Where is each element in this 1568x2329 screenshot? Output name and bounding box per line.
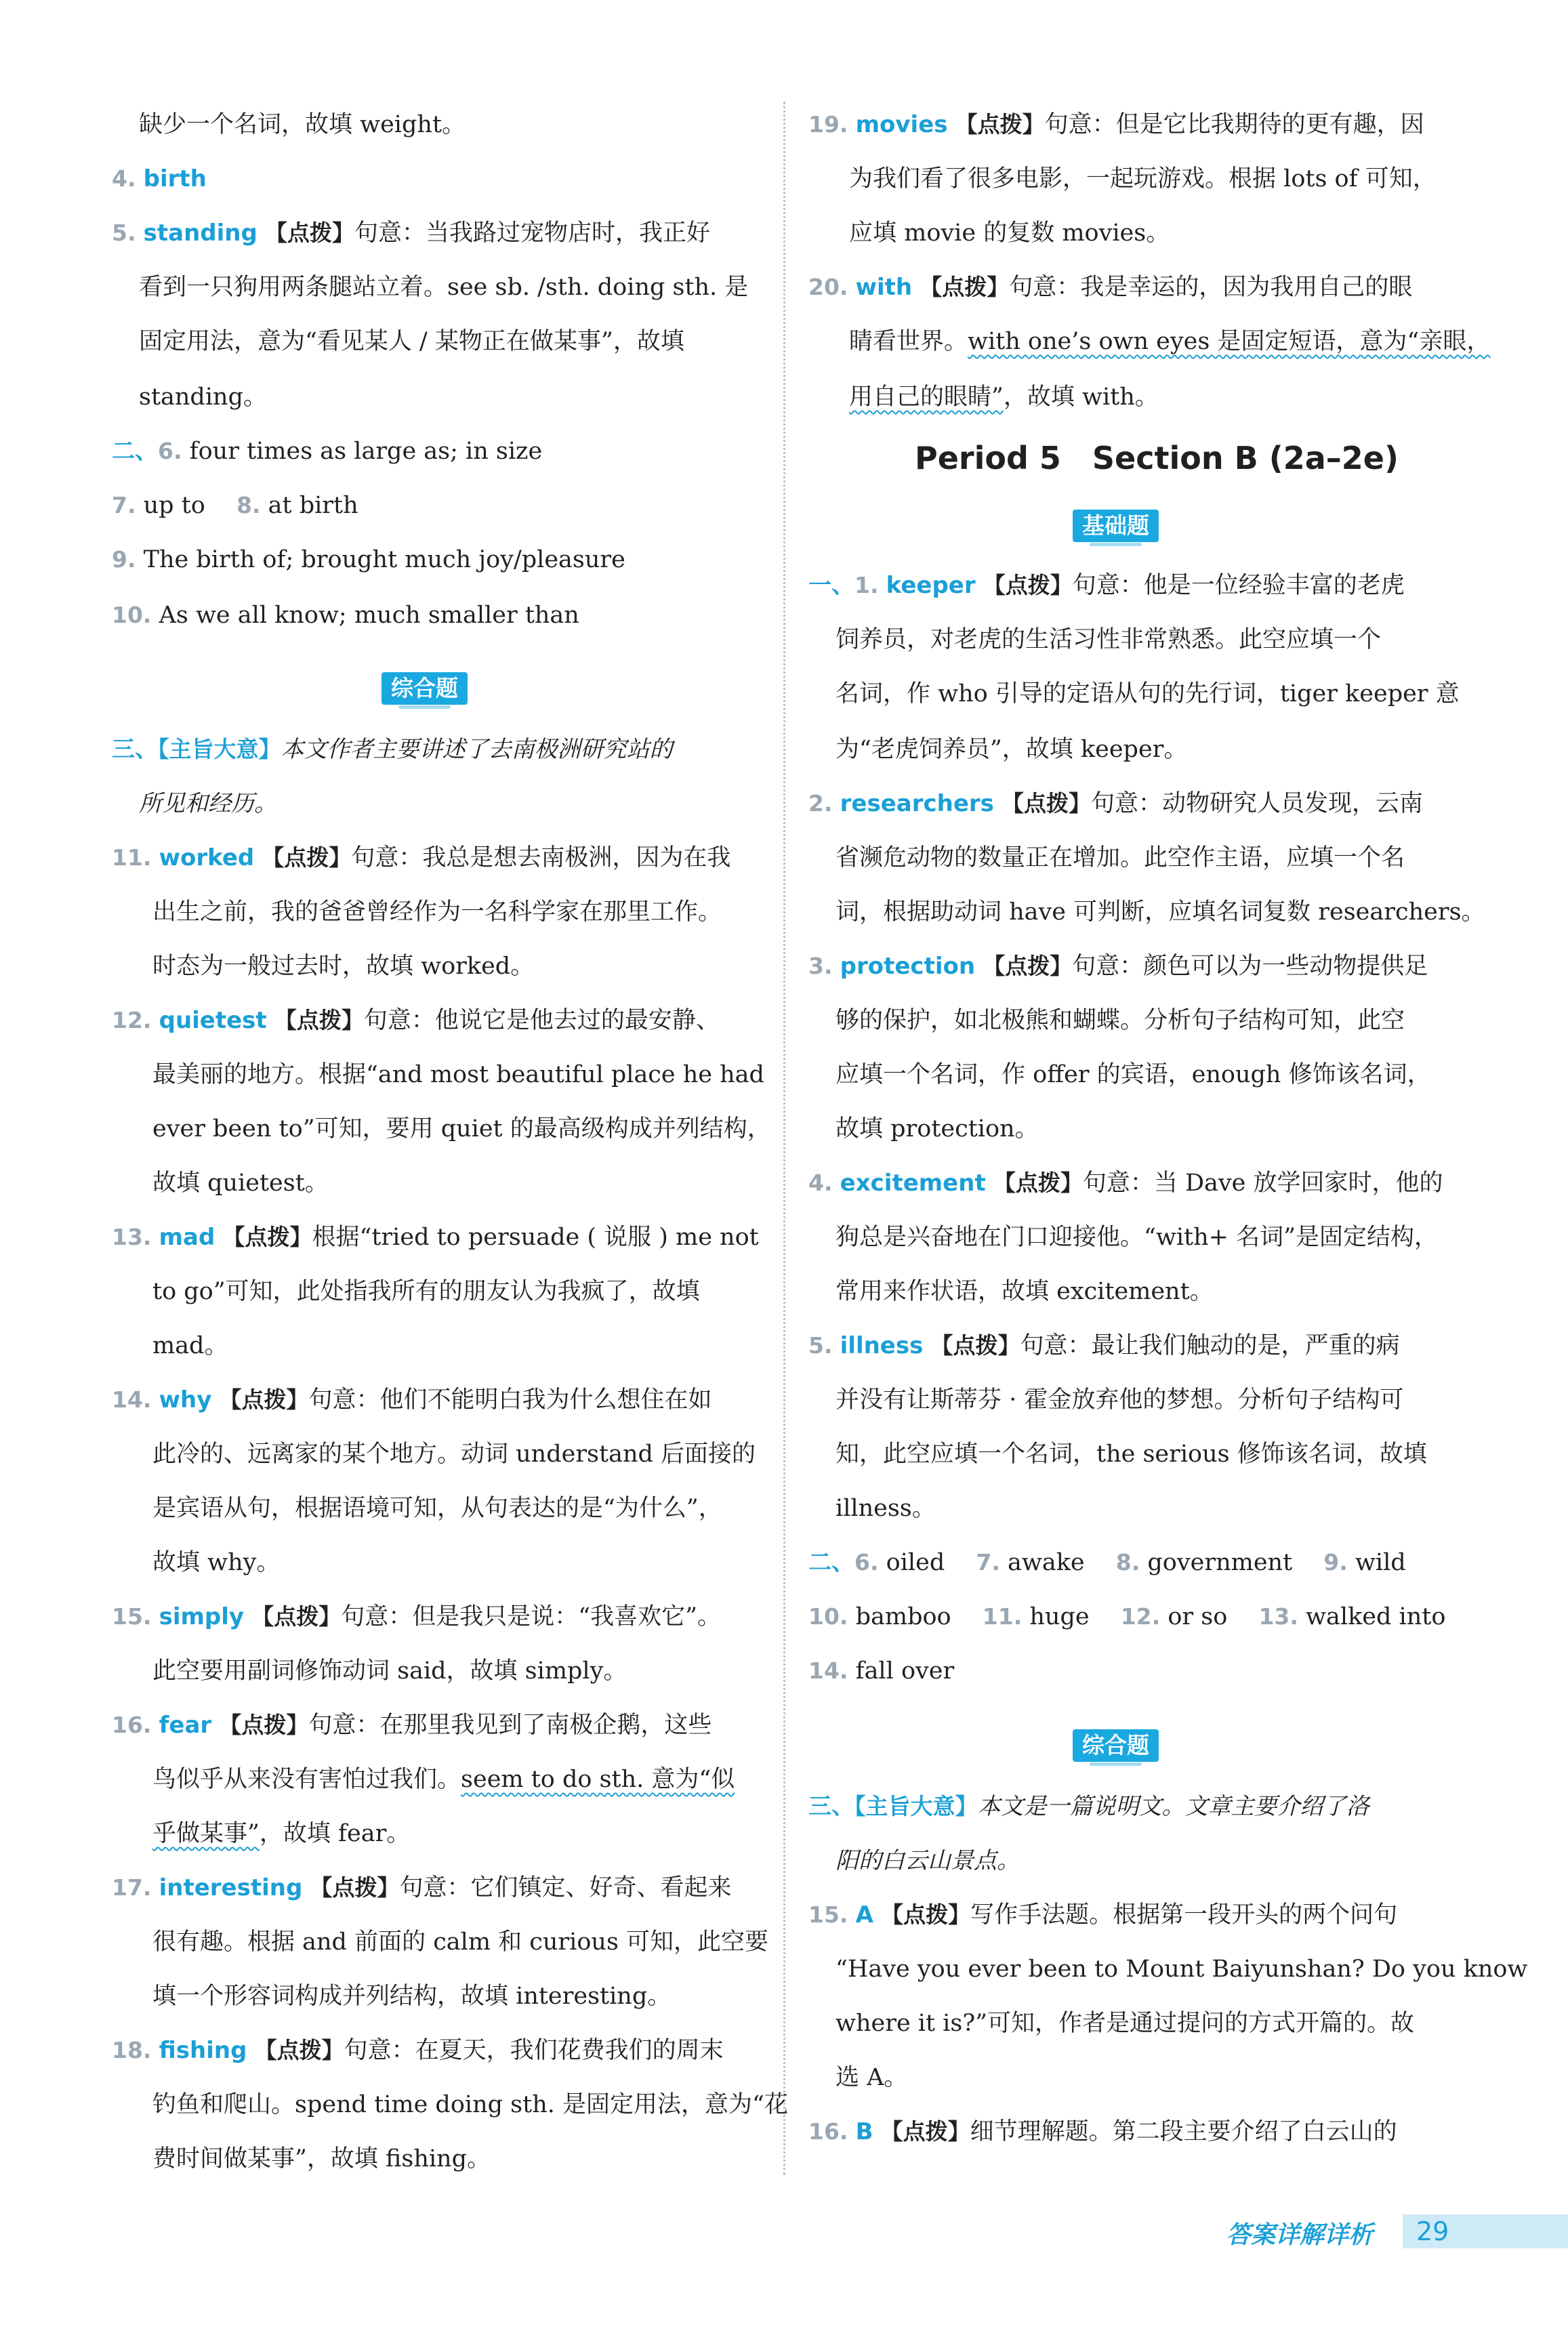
text-line: ever been to”可知，要用 quiet 的最高级构成并列结构， [152,1115,771,1142]
answer-items-7-8: 7. up to 8. at birth [112,492,358,519]
text-line: 故填 protection。 [835,1115,1039,1142]
answer-item-5: 5. standing 【点拨】句意：当我路过宠物店时，我正好 [112,220,710,247]
column-divider [783,102,785,2175]
text-line: 为我们看了很多电影，一起玩游戏。根据 lots of 可知， [849,165,1437,192]
text-line: to go”可知，此处指我所有的朋友认为我疯了，故填 [152,1278,700,1305]
answer-item-17: 17. interesting 【点拨】句意：它们镇定、好奇、看起来 [112,1874,732,1901]
text-line: 缺少一个名词，故填 weight。 [139,111,466,138]
answer-item-12: 12. quietest 【点拨】句意：他说它是他去过的最安静、 [112,1007,720,1034]
text-line: 知，此空应填一个名词，the serious 修饰该名词，故填 [835,1441,1427,1468]
summary-line-right: 三、【主旨大意】本文是一篇说明文。文章主要介绍了洛 [808,1793,1369,1820]
text-line: 时态为一般过去时，故填 worked。 [152,953,535,980]
text-line: 乎做某事”，故填 fear。 [152,1820,411,1847]
text-line: 睛看世界。with one’s own eyes 是固定短语，意为“亲眼， [849,328,1491,355]
section-2-item-6: 二、6. four times as large as; in size [112,438,543,465]
period-title: Period 5 Section B (2a–2e) [915,440,1399,476]
text-line: 省濒危动物的数量正在增加。此空作主语，应填一个名 [835,844,1405,871]
answer-item-10: 10. As we all know; much smaller than [112,602,579,629]
text-line: standing。 [139,384,267,411]
text-line: 很有趣。根据 and 前面的 calm 和 curious 可知，此空要 [152,1929,769,1956]
text-line: 够的保护，如北极熊和蝴蝶。分析句子结构可知，此空 [835,1007,1405,1034]
text-line: 故填 quietest。 [152,1170,329,1197]
text-line: 钓鱼和爬山。spend time doing sth. 是固定用法，意为“花 [152,2091,788,2118]
text-line: 饲养员，对老虎的生活习性非常熟悉。此空应填一个 [835,626,1382,653]
text-line: 应填 movie 的复数 movies。 [849,220,1170,247]
answer-item-19: 19. movies 【点拨】句意：但是它比我期待的更有趣，因 [808,111,1424,138]
text-line: 此空要用副词修饰动词 said，故填 simply。 [152,1657,627,1685]
text-line: “Have you ever been to Mount Baiyunshan? Do you know [835,1956,1528,1983]
answer-items-r10-r13: 10. bamboo 11. huge 12. or so 13. walked into [808,1603,1446,1630]
answer-item-14: 14. why 【点拨】句意：他们不能明白我为什么想住在如 [112,1386,712,1414]
text-line: 选 A。 [835,2064,908,2091]
answer-items-r6-r9: 二、6. oiled 7. awake 8. government 9. wild [808,1549,1406,1576]
answer-item-16: 16. fear 【点拨】句意：在那里我见到了南极企鹅，这些 [112,1712,712,1739]
text-line: mad。 [152,1332,228,1359]
text-line: 为“老虎饲养员”，故填 keeper。 [835,736,1188,763]
text-line: 所见和经历。 [139,790,277,817]
answer-item-18: 18. fishing 【点拨】句意：在夏天，我们花费我们的周末 [112,2037,724,2064]
label-jichu: 基础题 [1073,510,1159,542]
text-line: 看到一只狗用两条腿站立着。see sb. /sth. doing sth. 是 [139,274,749,301]
summary-line: 三、【主旨大意】本文作者主要讲述了去南极洲研究站的 [112,736,673,763]
text-line: 费时间做某事”，故填 fishing。 [152,2145,491,2172]
answer-item-13: 13. mad 【点拨】根据“tried to persuade ( 说服 ) me not [112,1224,759,1251]
text-line: 固定用法，意为“看见某人 / 某物正在做某事”，故填 [139,328,684,355]
answer-item-r4: 4. excitement 【点拨】句意：当 Dave 放学回家时，他的 [808,1170,1443,1197]
text-line: 常用来作状语，故填 excitement。 [835,1278,1214,1305]
text-line: 此冷的、远离家的某个地方。动词 understand 后面接的 [152,1441,756,1468]
text-line: 狗总是兴奋地在门口迎接他。“with+ 名词”是固定结构， [835,1224,1438,1251]
text-line: 填一个形容词构成并列结构，故填 interesting。 [152,1983,672,2010]
answer-item-15: 15. simply 【点拨】句意：但是我只是说：“我喜欢它”。 [112,1603,722,1630]
answer-item-r5: 5. illness 【点拨】句意：最让我们触动的是，严重的病 [808,1332,1400,1359]
answer-item-r3: 3. protection 【点拨】句意：颜色可以为一些动物提供足 [808,953,1428,980]
text-line: 词，根据助动词 have 可判断，应填名词复数 researchers。 [835,899,1485,926]
answer-item-r16: 16. B 【点拨】细节理解题。第二段主要介绍了白云山的 [808,2118,1397,2145]
answer-item-9: 9. The birth of; brought much joy/pleasure [112,546,625,573]
text-line: 阳的白云山景点。 [835,1847,1020,1874]
text-line: 出生之前，我的爸爸曾经作为一名科学家在那里工作。 [152,899,722,926]
text-line: illness。 [835,1495,936,1522]
label-zonghe-right: 综合题 [1073,1729,1159,1762]
text-line: 是宾语从句，根据语境可知，从句表达的是“为什么”， [152,1495,722,1522]
answer-item-r15: 15. A 【点拨】写作手法题。根据第一段开头的两个问句 [808,1901,1398,1929]
text-line: 最美丽的地方。根据“and most beautiful place he had [152,1061,764,1088]
text-line: 故填 why。 [152,1549,281,1576]
answer-item-r2: 2. researchers 【点拨】句意：动物研究人员发现，云南 [808,790,1424,817]
footer-title: 答案详解详析 [1226,2221,1374,2249]
text-line: 名词，作 who 引导的定语从句的先行词，tiger keeper 意 [835,680,1460,707]
answer-item-4: 4. birth [112,165,207,192]
page-number: 29 [1416,2217,1449,2246]
answer-item-11: 11. worked 【点拨】句意：我总是想去南极洲，因为在我 [112,844,731,871]
text-line: 鸟似乎从来没有害怕过我们。seem to do sth. 意为“似 [152,1766,735,1793]
answer-item-20: 20. with 【点拨】句意：我是幸运的，因为我用自己的眼 [808,274,1413,301]
text-line: 应填一个名词，作 offer 的宾语，enough 修饰该名词， [835,1061,1431,1088]
text-line: where it is?”可知，作者是通过提问的方式开篇的。故 [835,2010,1414,2037]
answer-item-r1: 一、1. keeper 【点拨】句意：他是一位经验丰富的老虎 [808,572,1405,599]
answer-item-r14: 14. fall over [808,1657,955,1685]
text-line: 并没有让斯蒂芬 · 霍金放弃他的梦想。分析句子结构可 [835,1386,1404,1414]
label-zonghe: 综合题 [381,672,468,705]
text-line: 用自己的眼睛”，故填 with。 [849,384,1159,411]
